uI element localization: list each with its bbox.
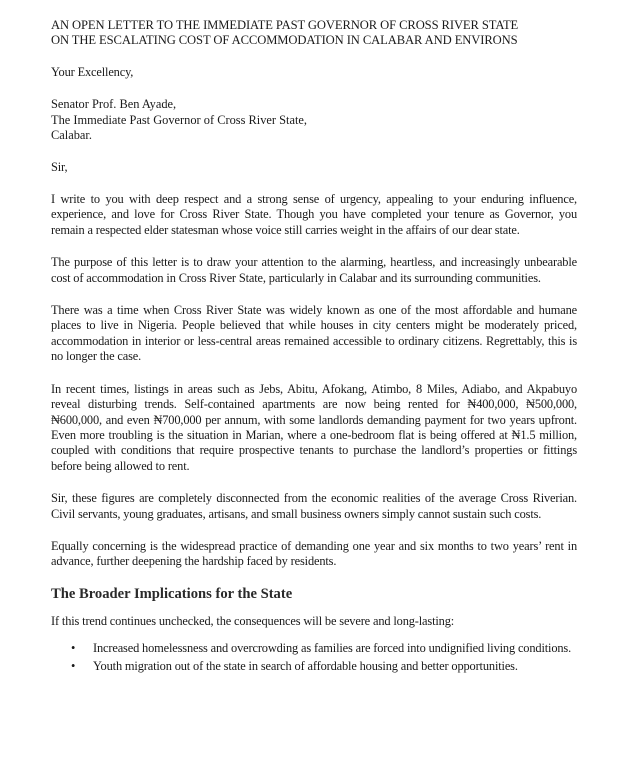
bullet-icon: • <box>71 658 76 673</box>
addressee-block <box>51 97 577 143</box>
addressee-name: Senator Prof. Ben Ayade, <box>51 97 177 112</box>
formal-salutation: Your Excellency, <box>51 65 134 79</box>
paragraph-5: Sir, these figures are completely disconnected from the economic realities of the average Cross Riverian. Civil servants, young graduates, artisans, and small business owners simply cannot sustain such costs. <box>51 491 577 521</box>
list-item-text: Youth migration out of the state in search of affordable housing and better opportunities. <box>93 658 518 673</box>
list-item-text: Increased homelessness and overcrowding as families are forced into undignified living conditions. <box>93 641 572 656</box>
bullet-icon: • <box>71 641 76 656</box>
paragraph-1: I write to you with deep respect and a strong sense of urgency, appealing to your enduring influence, experience, and love for Cross River State. Though you have completed your tenure as Governor, you remain a respected elder statesman whose voice still carries weight in the affairs of our dear state. <box>51 192 577 237</box>
addressee-city: Calabar. <box>51 128 92 143</box>
paragraph-4: In recent times, listings in areas such as Jebs, Abitu, Afokang, Atimbo, 8 Miles, Adiabo, and Akpabuyo reveal disturbing trends. Self-contained apartments are now being rented for ₦400,000, ₦500,000, ₦600,000, and even ₦700,000 per annum, with some landlords demanding payment for two years upfront. Even more troubling is the situation in Marian, where a one-bedroom flat is being offered at ₦1.5 million, coupled with conditions that require prospective tenants to purchase the landlord’s properties or fittings before being allowed to rent. <box>51 381 577 473</box>
list-item <box>51 659 577 674</box>
letter-title <box>51 18 577 48</box>
list-item <box>51 641 577 656</box>
title-line-1: AN OPEN LETTER TO THE IMMEDIATE PAST GOVERNOR OF CROSS RIVER STATE <box>51 18 519 32</box>
implications-list <box>51 641 577 674</box>
paragraph-2: The purpose of this letter is to draw your attention to the alarming, heartless, and increasingly unbearable cost of accommodation in Cross River State, particularly in Calabar and its surrounding communities. <box>51 255 577 285</box>
paragraph-6: Equally concerning is the widespread practice of demanding one year and six months to two years’ rent in advance, further deepening the hardship faced by residents. <box>51 538 577 569</box>
paragraph-3: There was a time when Cross River State was widely known as one of the most affordable and humane places to live in Nigeria. People believed that while houses in city centers might be moderately priced, accommodation in interior or less-central areas remained accessible to ordinary citizens. Regrettably, this is no longer the case. <box>51 303 577 364</box>
title-line-2: ON THE ESCALATING COST OF ACCOMMODATION IN CALABAR AND ENVIRONS <box>51 33 518 47</box>
addressee-title: The Immediate Past Governor of Cross River State, <box>51 112 308 127</box>
section-heading: The Broader Implications for the State <box>51 585 293 602</box>
section-intro: If this trend continues unchecked, the consequences will be severe and long-lasting: <box>51 613 455 628</box>
greeting: Sir, <box>51 159 68 174</box>
